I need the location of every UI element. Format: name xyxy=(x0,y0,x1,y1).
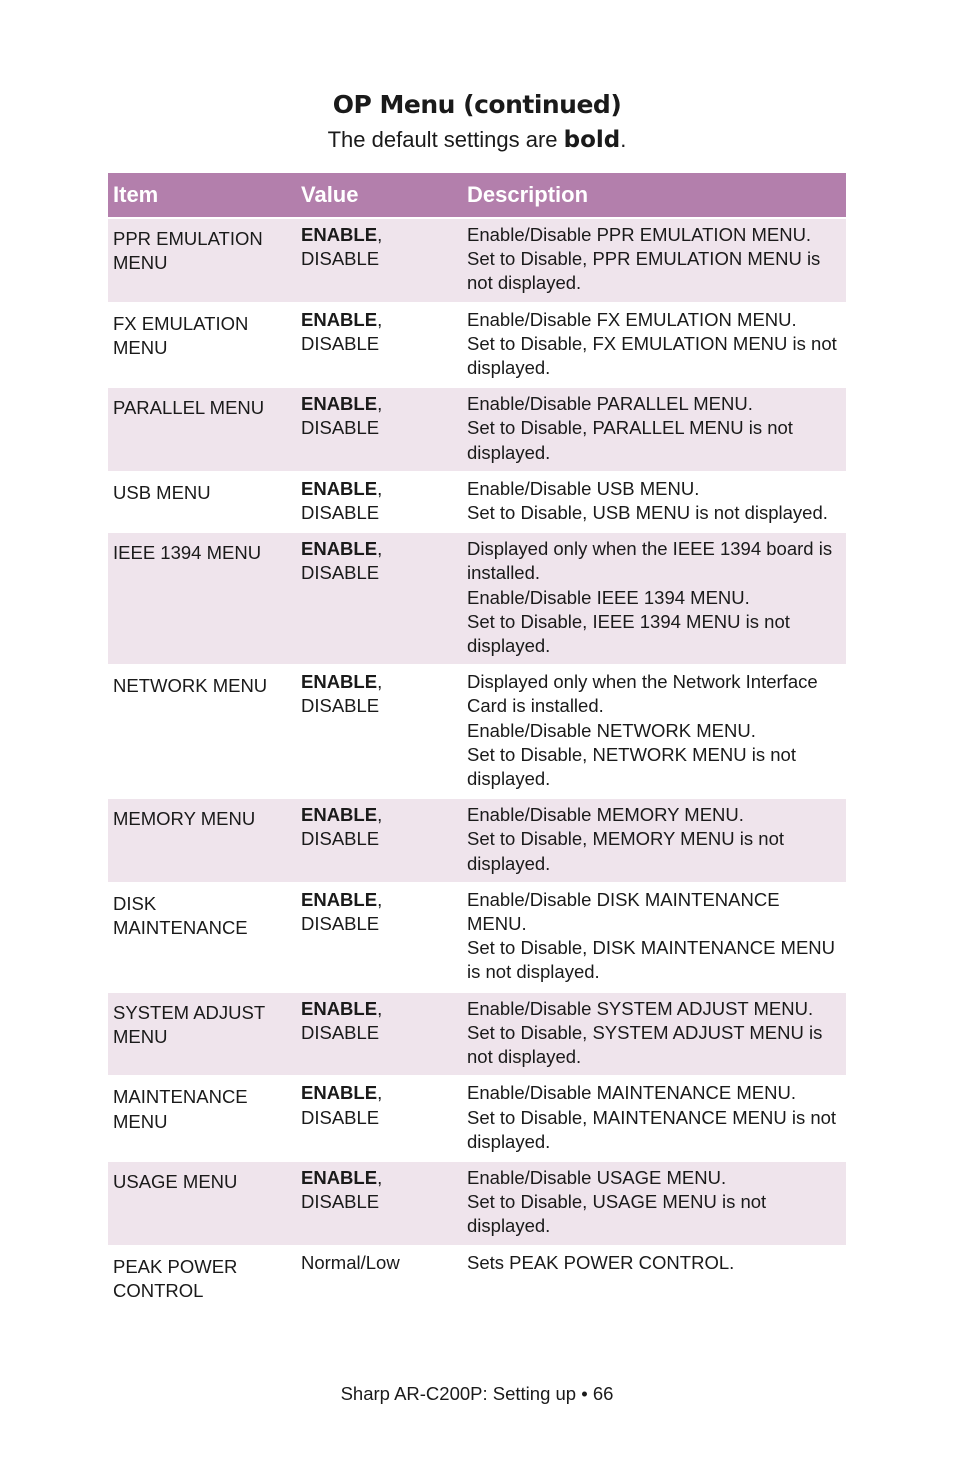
description-line: Set to Disable, MEMORY MENU is not displayed. xyxy=(467,828,785,874)
table-row xyxy=(108,1076,846,1161)
cell-description xyxy=(462,532,846,665)
description-line: Enable/Disable IEEE 1394 MENU. xyxy=(467,586,750,608)
page-subtitle xyxy=(0,127,954,153)
other-values: , DISABLE xyxy=(301,997,383,1043)
cell-value xyxy=(296,665,462,798)
description-line: Enable/Disable FX EMULATION MENU. xyxy=(467,308,797,330)
other-values: , DISABLE xyxy=(301,538,383,584)
subtitle-bold-word: bold xyxy=(563,127,621,153)
cell-value xyxy=(296,472,462,532)
other-values: , DISABLE xyxy=(301,671,383,717)
other-values: , DISABLE xyxy=(301,224,383,270)
subtitle-period: . xyxy=(620,127,627,152)
cell-item: SYSTEM ADJUST MENU xyxy=(108,992,296,1077)
cell-item: MEMORY MENU xyxy=(108,798,296,883)
default-value: ENABLE xyxy=(301,308,378,330)
table-row xyxy=(108,472,846,532)
cell-item: USAGE MENU xyxy=(108,1161,296,1246)
description-line: Set to Disable, PARALLEL MENU is not displayed. xyxy=(467,417,793,463)
cell-value xyxy=(296,883,462,992)
table-row xyxy=(108,532,846,665)
cell-value xyxy=(296,798,462,883)
cell-value xyxy=(296,532,462,665)
header-value: Value xyxy=(296,173,462,218)
description-line: Displayed only when the IEEE 1394 board is installed. xyxy=(467,538,833,584)
description-line: Set to Disable, SYSTEM ADJUST MENU is not displayed. xyxy=(467,1021,823,1068)
description-line: Set to Disable, NETWORK MENU is not displayed. xyxy=(467,743,796,790)
table-row xyxy=(108,1246,846,1309)
cell-item: NETWORK MENU xyxy=(113,675,268,697)
cell-description xyxy=(462,798,846,883)
description-line: Set to Disable, USAGE MENU is not displayed. xyxy=(467,1191,767,1237)
op-menu-table xyxy=(108,173,846,1309)
description-line: Set to Disable, USB MENU is not displayed. xyxy=(467,502,828,524)
description-line: Enable/Disable NETWORK MENU. xyxy=(467,719,756,741)
cell-item: PEAK POWER CONTROL xyxy=(113,1255,238,1301)
cell-item: FX EMULATION MENU xyxy=(113,312,249,358)
cell-value xyxy=(296,218,462,303)
cell-item: DISK MAINTENANCE xyxy=(113,892,248,939)
description-line: Enable/Disable SYSTEM ADJUST MENU. xyxy=(467,997,814,1019)
cell-value xyxy=(296,303,462,388)
default-value: ENABLE xyxy=(301,1082,378,1104)
cell-description xyxy=(462,1246,846,1309)
description-line: Set to Disable, FX EMULATION MENU is not displayed. xyxy=(467,332,837,379)
cell-description xyxy=(462,883,846,992)
cell-value xyxy=(296,1076,462,1161)
table-row xyxy=(108,883,846,992)
table-row xyxy=(108,1161,846,1246)
cell-description xyxy=(462,1161,846,1246)
description-line: Displayed only when the Network Interface Card is installed. xyxy=(467,671,818,717)
default-value: ENABLE xyxy=(301,888,378,910)
table-row xyxy=(108,665,846,798)
table-row xyxy=(108,387,846,472)
default-value: ENABLE xyxy=(301,804,378,826)
other-values: Normal/Low xyxy=(301,1251,400,1273)
description-line: Enable/Disable MEMORY MENU. xyxy=(467,804,744,826)
cell-description xyxy=(462,472,846,532)
default-value: ENABLE xyxy=(301,997,378,1019)
default-value: ENABLE xyxy=(301,538,378,560)
cell-description xyxy=(462,1076,846,1161)
description-line: Enable/Disable PARALLEL MENU. xyxy=(467,393,753,415)
cell-item: USB MENU xyxy=(113,481,211,503)
description-line: Enable/Disable USAGE MENU. xyxy=(467,1166,727,1188)
description-line: Enable/Disable MAINTENANCE MENU. xyxy=(467,1082,796,1104)
default-value: ENABLE xyxy=(301,1166,378,1188)
default-value: ENABLE xyxy=(301,393,378,415)
description-line: Enable/Disable USB MENU. xyxy=(467,477,700,499)
description-line: Sets PEAK POWER CONTROL. xyxy=(467,1251,735,1273)
cell-value xyxy=(296,1246,462,1309)
other-values: , DISABLE xyxy=(301,1166,383,1213)
cell-description xyxy=(462,303,846,388)
description-line: Enable/Disable PPR EMULATION MENU. xyxy=(467,224,812,245)
page-title: OP Menu (continued) xyxy=(332,90,622,119)
other-values: , DISABLE xyxy=(301,1082,383,1128)
table-row xyxy=(108,218,846,303)
other-values: , DISABLE xyxy=(301,888,383,935)
subtitle-text: The default settings are xyxy=(327,127,564,152)
table-header-row xyxy=(108,173,846,218)
cell-item: PARALLEL MENU xyxy=(108,387,296,472)
table-body xyxy=(108,218,846,1309)
default-value: ENABLE xyxy=(301,671,378,693)
other-values: , DISABLE xyxy=(301,804,383,850)
description-line: Set to Disable, PPR EMULATION MENU is not displayed. xyxy=(467,248,821,294)
default-value: ENABLE xyxy=(301,477,378,499)
cell-item: MAINTENANCE MENU xyxy=(113,1086,248,1132)
table-row xyxy=(108,992,846,1077)
other-values: , DISABLE xyxy=(301,308,383,354)
cell-item: PPR EMULATION MENU xyxy=(108,218,296,303)
table-row xyxy=(108,303,846,388)
cell-description xyxy=(462,387,846,472)
cell-value xyxy=(296,1161,462,1246)
cell-description xyxy=(462,218,846,303)
other-values: , DISABLE xyxy=(301,477,383,524)
cell-description xyxy=(462,992,846,1077)
table-row xyxy=(108,798,846,883)
cell-description xyxy=(462,665,846,798)
header-description: Description xyxy=(462,173,846,218)
description-line: Enable/Disable DISK MAINTENANCE MENU. xyxy=(467,888,780,935)
cell-value xyxy=(296,387,462,472)
default-value: ENABLE xyxy=(301,224,378,245)
other-values: , DISABLE xyxy=(301,393,383,439)
page-footer: Sharp AR-C200P: Setting up • 66 xyxy=(340,1383,614,1404)
header-item: Item xyxy=(108,173,296,218)
cell-item: IEEE 1394 MENU xyxy=(108,532,296,665)
description-line: Set to Disable, IEEE 1394 MENU is not displayed. xyxy=(467,610,790,657)
description-line: Set to Disable, DISK MAINTENANCE MENU is not displayed. xyxy=(467,937,836,983)
description-line: Set to Disable, MAINTENANCE MENU is not displayed. xyxy=(467,1106,837,1152)
cell-value xyxy=(296,992,462,1077)
